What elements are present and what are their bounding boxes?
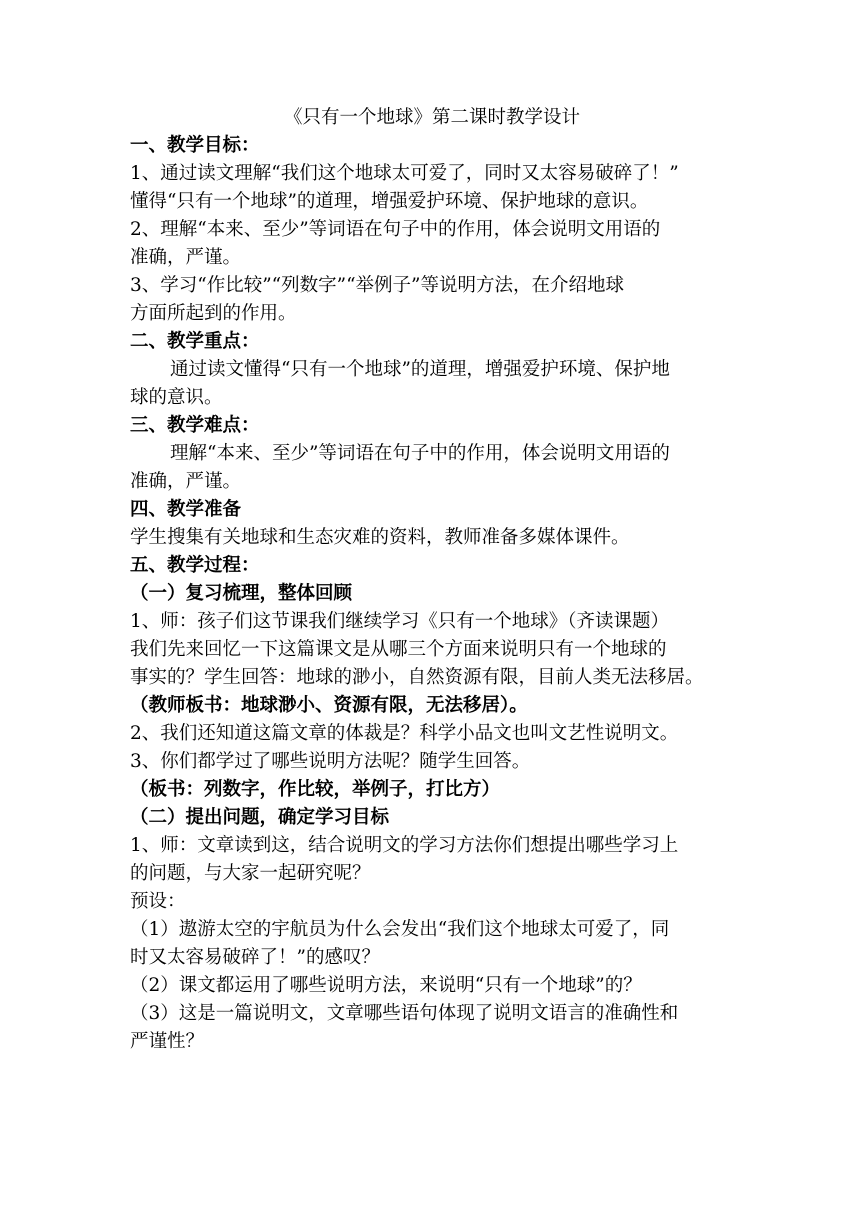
text-line: 的问题，与大家一起研究呢？: [130, 863, 371, 884]
text-line: 通过读文懂得“只有一个地球”的道理，增强爱护环境、保护地: [170, 359, 670, 380]
section-heading: 五、教学过程：: [130, 555, 260, 576]
section-heading: 一、教学目标：: [130, 135, 260, 156]
document-title: 《只有一个地球》第二课时教学设计: [283, 107, 580, 128]
text-line: 理解“本来、至少”等词语在句子中的作用，体会说明文用语的: [170, 443, 670, 464]
subsection-heading: （二）提出问题，确定学习目标: [130, 807, 390, 828]
section-objectives: [130, 132, 734, 328]
text-line: 准确，严谨。: [130, 471, 242, 492]
text-line: （3）这是一篇说明文，文章哪些语句体现了说明文语言的准确性和: [130, 1003, 679, 1024]
section-difficulties: [130, 412, 734, 496]
section-heading: 三、教学难点：: [130, 415, 260, 436]
text-line: 严谨性？: [130, 1031, 205, 1052]
text-line: 3、你们都学过了哪些说明方法呢？随学生回答。: [130, 751, 531, 772]
section-heading: 二、教学重点：: [130, 331, 260, 352]
text-line: （1）遨游太空的宇航员为什么会发出“我们这个地球太可爱了，同: [130, 919, 670, 940]
section-preparation: [130, 496, 734, 552]
text-line: 准确，严谨。: [130, 247, 242, 268]
text-line: 1、师：文章读到这，结合说明文的学习方法你们想提出哪些学习上: [130, 835, 679, 856]
section-key-points: [130, 328, 734, 412]
text-line: 3、学习“作比较”“列数字”“举例子”等说明方法，在介绍地球: [130, 275, 625, 296]
text-line: 2、理解“本来、至少”等词语在句子中的作用，体会说明文用语的: [130, 219, 661, 240]
text-line: （2）课文都运用了哪些说明方法，来说明“只有一个地球”的？: [130, 975, 642, 996]
subsection-heading: （一）复习梳理，整体回顾: [130, 583, 353, 604]
text-line: 1、师：孩子们这节课我们继续学习《只有一个地球》（齐读课题）: [130, 611, 670, 632]
section-process: [130, 552, 734, 1056]
text-line: 我们先来回忆一下这篇课文是从哪三个方面来说明只有一个地球的: [130, 639, 667, 660]
text-line: 事实的？学生回答：地球的渺小，自然资源有限，目前人类无法移居。: [130, 667, 704, 688]
section-heading: 四、教学准备: [130, 499, 242, 520]
text-line: 方面所起到的作用。: [130, 303, 297, 324]
text-line: 2、我们还知道这篇文章的体裁是？科学小品文也叫文艺性说明文。: [130, 723, 679, 744]
text-line: 学生搜集有关地球和生态灾难的资料，教师准备多媒体课件。: [130, 527, 630, 548]
text-line: 1、通过读文理解“我们这个地球太可爱了，同时又太容易破碎了！”: [130, 163, 679, 184]
text-line: 预设：: [130, 891, 186, 912]
text-line: 球的意识。: [130, 387, 223, 408]
board-note: （板书：列数字，作比较，举例子，打比方）: [130, 779, 501, 800]
document-body: [130, 104, 734, 1056]
text-line: 时又太容易破碎了！”的感叹？: [130, 947, 380, 968]
board-note: （教师板书：地球渺小、资源有限，无法移居）。: [130, 695, 528, 716]
text-line: 懂得“只有一个地球”的道理，增强爱护环境、保护地球的意识。: [130, 191, 649, 212]
